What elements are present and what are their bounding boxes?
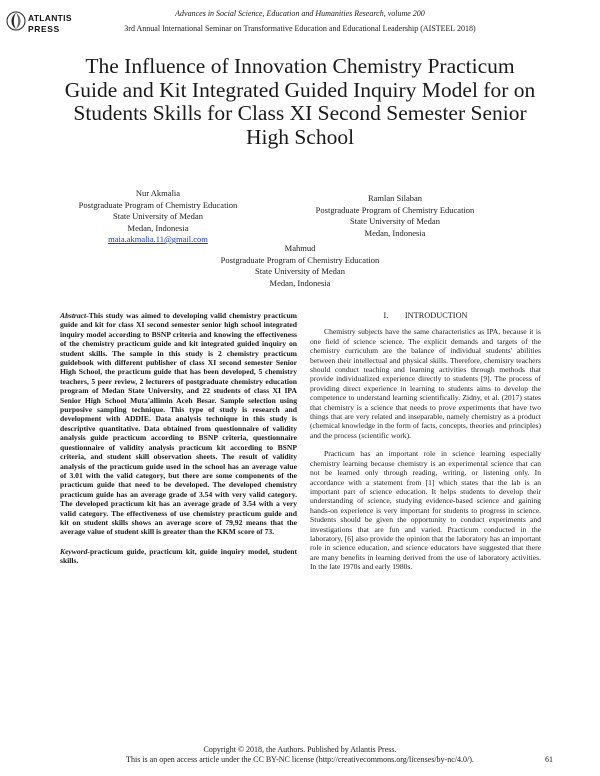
body-paragraph: Chemistry subjects have the same characteristics as IPA, because it is one field of science science. The explicit demands and targets of the chemistry curriculum are the balance of individual students' abilities between their intellectual and physical skills. Therefore, chemistry teachers should conduct teaching and learning activities through methods that provide individualized experience directly to students [9]. The process of providing direct experience in learning to students aims to develop the competence to understand learning scientifically. Zidny, et al. (2017) states that chemistry is a science that needs to prove experiments that have two things that are very related and inseparable, namely chemistry as a product (chemical knowledge in the form of facts, concepts, theories and principles) and the process (scientific work). (310, 327, 541, 440)
author-institution: State University of Medan (255, 266, 345, 276)
keywords (60, 547, 297, 566)
author-location: Medan, Indonesia (127, 222, 189, 233)
author-location: Medan, Indonesia (364, 227, 426, 238)
title-line: Students Skills for Class XI Second Semester Senior (73, 101, 527, 125)
abstract (60, 311, 297, 537)
author-email-link[interactable]: maia.akmalia.11@gmail.com (108, 234, 208, 244)
author-block (290, 193, 500, 239)
journal-name: Advances in Social Science, Education and Humanities Research, volume 200 (175, 9, 425, 18)
author-name: Mahmud (284, 243, 316, 253)
license-notice: This is an open access article under the CC BY-NC license (http://creativecommons.org/licenses/by-nc/4.0/). (126, 755, 474, 764)
title-line: Guide and Kit Integrated Guided Inquiry Model for on (64, 77, 536, 102)
paper-title (40, 55, 560, 149)
author-location: Medan, Indonesia (269, 277, 331, 288)
author-name: Ramlan Silaban (367, 193, 423, 203)
abstract-label: Abstract- (60, 311, 89, 320)
seminar-name: 3rd Annual International Seminar on Transformative Education and Educational Leadership (AISTEEL 2018) (124, 24, 476, 33)
keywords-text: practicum guide, practicum kit, guide inquiry model, student skills. (60, 546, 297, 566)
section-heading: I. INTRODUCTION (383, 311, 468, 320)
left-column (60, 311, 297, 566)
author-name: Nur Akmalia (135, 188, 181, 198)
copyright-notice: Copyright © 2018, the Authors. Published by Atlantis Press. (203, 745, 397, 754)
right-column (310, 311, 541, 581)
abstract-text: This study was aimed to developing valid chemistry practicum guide and kit for class XI second semester senior high school integrated inquiry model according to BSNP criteria and knowing the effectiveness of the chemistry practicum guide and kit integrated guided inquiry on student skills. The sample in this study is 2 chemistry practicum guidebook with different publisher of class XI second semester Senior High School, the practicum guide that has been developed, 5 chemistry teachers, 5 peer review, 2 lecturers of postgraduate chemistry education program of Medan State University, and 22 students of class XI IPA Senior High School Muta'allimin Aceh Besar. Sample selection using purposive sampling technique. This type of study is research and development with ADDIE. Data analysis technique in this study is descriptive quantitative. Data obtained from questionnaire of validity analysis guide practicum according to BSNP criteria, questionnaire questionnaire of validity analysis practicum kit according to BSNP criteria, and student skill observation sheets. The result of validity analysis of the practicum guide used in the school has an average value of 3.01 with the valid category, but there are some components of the practicum guide that need to be developed. The developed chemistry practicum guide has an average grade of 3.54 with very valid category. The developed practicum kit has an average grade of 3.54 with a very valid category. The effectiveness of use chemistry practicum guide and kit on student skills shows an average score of 79,92 means that the average value of student skill is greater than the KKM score of 73. (60, 311, 297, 537)
publisher-name-line1: ATLANTIS (28, 13, 72, 23)
author-affiliation: Postgraduate Program of Chemistry Education (78, 199, 238, 210)
keywords-label: Keyword- (60, 546, 90, 556)
author-institution: State University of Medan (113, 211, 203, 221)
page-footer (0, 745, 600, 765)
title-line: The Influence of Innovation Chemistry Practicum (85, 54, 515, 78)
page-number: 61 (545, 755, 553, 764)
author-affiliation: Postgraduate Program of Chemistry Education (315, 204, 475, 215)
author-affiliation: Postgraduate Program of Chemistry Education (220, 254, 380, 265)
author-institution: State University of Medan (350, 216, 440, 226)
author-block (200, 243, 400, 289)
publisher-name-line2: PRESS (28, 24, 60, 34)
title-line: High School (245, 124, 355, 149)
author-block (58, 188, 258, 246)
body-paragraph: Practicum has an important role in science learning especially chemistry learning because chemistry is an experimental science that can not be learned only through reading, writing, or listening only. In accordance with a statement from [1] which states that the lab is an important part of science education. It helps students to develop their understanding of science, studying evidence-based science and gaining hands-on experience is very important for students to progress in science. Students should be given the opportunity to conduct experiments and investigations that are fun and varied. Practicum conducted in the laboratory, [6] also provide the opinion that the laboratory has an important role in science education, and science educators have suggested that there are many benefits in learning derived from the use of laboratory activities. In the late 1970s and early 1980s. (310, 449, 541, 572)
